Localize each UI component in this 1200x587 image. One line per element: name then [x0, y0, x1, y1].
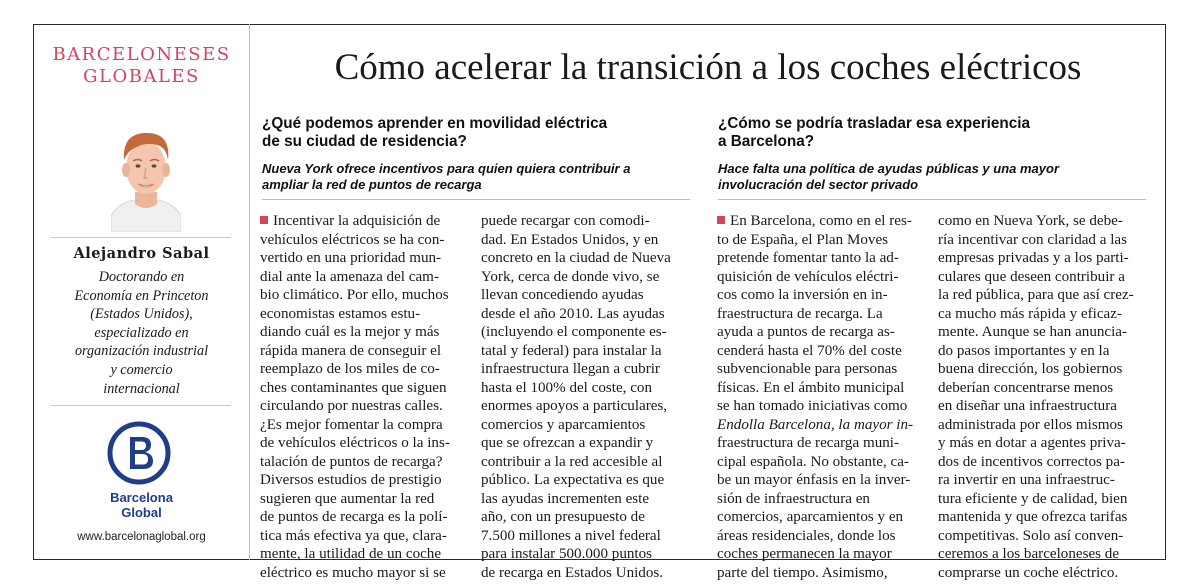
text-line: sión de infraestructura en	[717, 490, 870, 507]
text-line: hasta el 100% del coste, con	[481, 379, 653, 396]
text-line: fraestructura de recarga. La	[717, 305, 883, 322]
bio-line: Economía en Princeton	[74, 287, 209, 304]
left-column-1	[260, 212, 473, 582]
text-line: de vehículos eléctricos o la ins-	[260, 435, 450, 451]
logo-text-line1: Barcelona	[110, 490, 173, 505]
text-line: York, cerca de donde vivo, se	[481, 268, 660, 285]
sidebar	[33, 24, 250, 560]
text-line: tatal y federal) para instalar la	[481, 342, 662, 359]
text-line: ca mucho más rápida y eficaz-	[938, 305, 1122, 322]
text-line: Diversos estudios de prestigio	[260, 472, 442, 488]
text-line: (incluyendo el componente es-	[481, 324, 667, 340]
question-line: ¿Qué podemos aprender en movilidad eléctrica	[262, 115, 608, 132]
text-line: deberían concentrarse menos	[938, 379, 1114, 396]
text-line: puede recargar con comodi-	[481, 213, 650, 229]
text-line: reemplazo de los miles de co-	[260, 361, 440, 377]
text-line: infraestructura llegan a cubrir	[481, 361, 660, 377]
text-line: concreto en la ciudad de Nueva	[481, 250, 671, 266]
text-line: tica más efectiva ya que, clara-	[260, 527, 447, 544]
text-line: enormes apoyos a particulares,	[481, 398, 668, 414]
text-line: desde el año 2010. Las ayudas	[481, 305, 665, 322]
text-line: rápida manera de conseguir el	[260, 342, 442, 359]
text-line: Incentivar la adquisición de	[260, 212, 473, 231]
text-line: mente, la utilidad de un coche	[260, 546, 442, 562]
text-line: quisición de vehículos eléctri-	[717, 268, 899, 285]
text-line: de puntos de recarga es la polí-	[260, 509, 448, 525]
text-line: como en Nueva York, se debe-	[938, 213, 1123, 229]
right-column-2	[938, 212, 1151, 582]
text-line: parte del tiempo. Asimismo,	[717, 564, 888, 581]
text-line: comercios y aparcamientos	[481, 416, 646, 433]
text-line: talación de puntos de recarga?	[260, 453, 443, 470]
right-column-1	[717, 212, 930, 582]
text-line: ayuda a puntos de recarga as-	[717, 324, 895, 340]
bullet-square-icon	[260, 216, 268, 224]
text-line: año, con un presupuesto de	[481, 509, 645, 525]
right-section-rule	[718, 199, 1146, 200]
subhead-line: involucración del sector privado	[718, 177, 919, 192]
text-line: comercios, aparcamientos y en	[717, 509, 904, 525]
text-line: vehículos eléctricos se ha con-	[260, 231, 445, 248]
text-line: áreas residenciales, donde los	[717, 527, 896, 544]
text-line: competitivas. Solo así conven-	[938, 527, 1124, 544]
text-line: cipal española. No obstante, ca-	[717, 453, 909, 470]
text-line: mantenida y que ofrezca tarifas	[938, 509, 1128, 525]
bio-line: especializado en	[94, 324, 189, 341]
bio-line: internacional	[103, 380, 180, 397]
question-line: ¿Cómo se podría trasladar esa experiencia	[718, 115, 1031, 132]
text-line: bio climático. Por ello, muchos	[260, 287, 449, 303]
text-line: para instalar 500.000 puntos	[481, 546, 653, 562]
question-line: de su ciudad de residencia?	[262, 133, 467, 150]
text-line: do pasos importantes y en la	[938, 342, 1110, 359]
text-line: en diseñar una infraestructura	[938, 398, 1117, 414]
text-line: sugieren que aumentar la red	[260, 490, 435, 507]
bio-line: (Estados Unidos),	[90, 306, 193, 323]
text-line: En Barcelona, como en el res-	[717, 212, 930, 231]
text-line: empresas privadas y a los parti-	[938, 250, 1129, 266]
text-line: culares que deseen contribuir a	[938, 268, 1125, 285]
author-portrait-icon	[111, 112, 181, 232]
text-line: comprarse un coche eléctrico.	[938, 564, 1119, 581]
author-name: Alejandro Sabal	[73, 245, 210, 262]
text-line: 7.500 millones a nivel federal	[481, 527, 661, 544]
text-line: cenderá hasta el 70% del coste	[717, 342, 902, 359]
logo-text-line2: Global	[121, 505, 162, 520]
sidebar-divider-top	[51, 237, 231, 238]
left-question	[262, 115, 607, 151]
text-line: be un mayor énfasis en la inver-	[717, 472, 911, 488]
text-line: mente. Aunque se han anuncia-	[938, 324, 1128, 340]
subhead-line: ampliar la red de puntos de recarga	[262, 177, 482, 192]
text-line: diando cuál es la mejor y más	[260, 324, 440, 340]
text-line: to de España, el Plan Moves	[717, 231, 889, 248]
text-line: las ayudas incrementen este	[481, 490, 650, 507]
text-line: que se ofrezcan a expandir y	[481, 435, 654, 451]
text-line: tura eficiente y de calidad, bien	[938, 490, 1128, 507]
text-line: dad. En Estados Unidos, y en	[481, 231, 659, 248]
bio-line: Doctorando en	[98, 269, 185, 285]
text-line: ra invertir en una infraestruc-	[938, 472, 1115, 488]
left-column-2	[481, 212, 694, 582]
barcelona-global-logo-icon	[105, 419, 173, 487]
text-line: dos de incentivos correctos pa-	[938, 453, 1125, 470]
text-line: coches permanecen la mayor	[717, 546, 892, 562]
question-line: a Barcelona?	[718, 133, 815, 150]
left-section-rule	[262, 199, 690, 200]
bio-line: organización industrial	[74, 343, 209, 360]
section-brand-line1: BARCELONESES	[52, 44, 231, 65]
text-line: físicas. En el ámbito municipal	[717, 379, 905, 396]
text-line: economistas estamos estu-	[260, 305, 421, 322]
section-brand-line2: GLOBALES	[83, 66, 200, 87]
text-line: Endolla Barcelona, la mayor in-	[717, 416, 914, 433]
text-line: eléctrico es mucho mayor si se	[260, 564, 446, 581]
text-line: público. La expectativa es que	[481, 472, 665, 488]
text-line: dial ante la amenaza del cam-	[260, 268, 439, 285]
right-subhead	[718, 161, 1059, 193]
text-line: buena dirección, los gobiernos	[938, 361, 1123, 377]
text-line: la red pública, para que así crez-	[938, 287, 1134, 303]
text-line: se han tomado iniciativas como	[717, 398, 908, 414]
text-line: y más en dotar a agentes priva-	[938, 435, 1126, 451]
text-line: ceremos a los barceloneses de	[938, 546, 1120, 562]
article-headline: Cómo acelerar la transición a los coches eléctricos	[334, 47, 1082, 88]
website-link[interactable]: www.barcelonaglobal.org	[77, 531, 206, 543]
subhead-line: Hace falta una política de ayudas públicas y una mayor	[718, 161, 1060, 176]
text-line: fraestructura de recarga muni-	[717, 435, 900, 451]
right-question	[718, 115, 1030, 151]
text-line: llevan concediendo ayudas	[481, 287, 644, 303]
subhead-line: Nueva York ofrece incentivos para quien quiera contribuir a	[262, 161, 631, 176]
text-line: ría incentivar con claridad a las	[938, 231, 1127, 248]
text-line: contribuir a la red accesible al	[481, 453, 663, 470]
bullet-square-icon	[717, 216, 725, 224]
author-bio	[49, 268, 234, 398]
left-subhead	[262, 161, 630, 193]
text-line: ¿Es mejor fomentar la compra	[260, 416, 443, 433]
text-line: pretende fomentar tanto la ad-	[717, 250, 899, 266]
text-line: circulando por nuestras calles.	[260, 398, 443, 414]
text-line: vertido en una prioridad mun-	[260, 250, 442, 266]
sidebar-divider-bottom	[51, 405, 231, 406]
bio-line: y comercio	[110, 361, 173, 378]
text-line: ches contaminantes que siguen	[260, 379, 447, 396]
text-line: de recarga en Estados Unidos.	[481, 564, 664, 581]
text-line: subvencionable para personas	[717, 361, 898, 377]
text-line: cos como la inversión en in-	[717, 287, 888, 303]
text-line: administrada por ellos mismos	[938, 416, 1123, 433]
